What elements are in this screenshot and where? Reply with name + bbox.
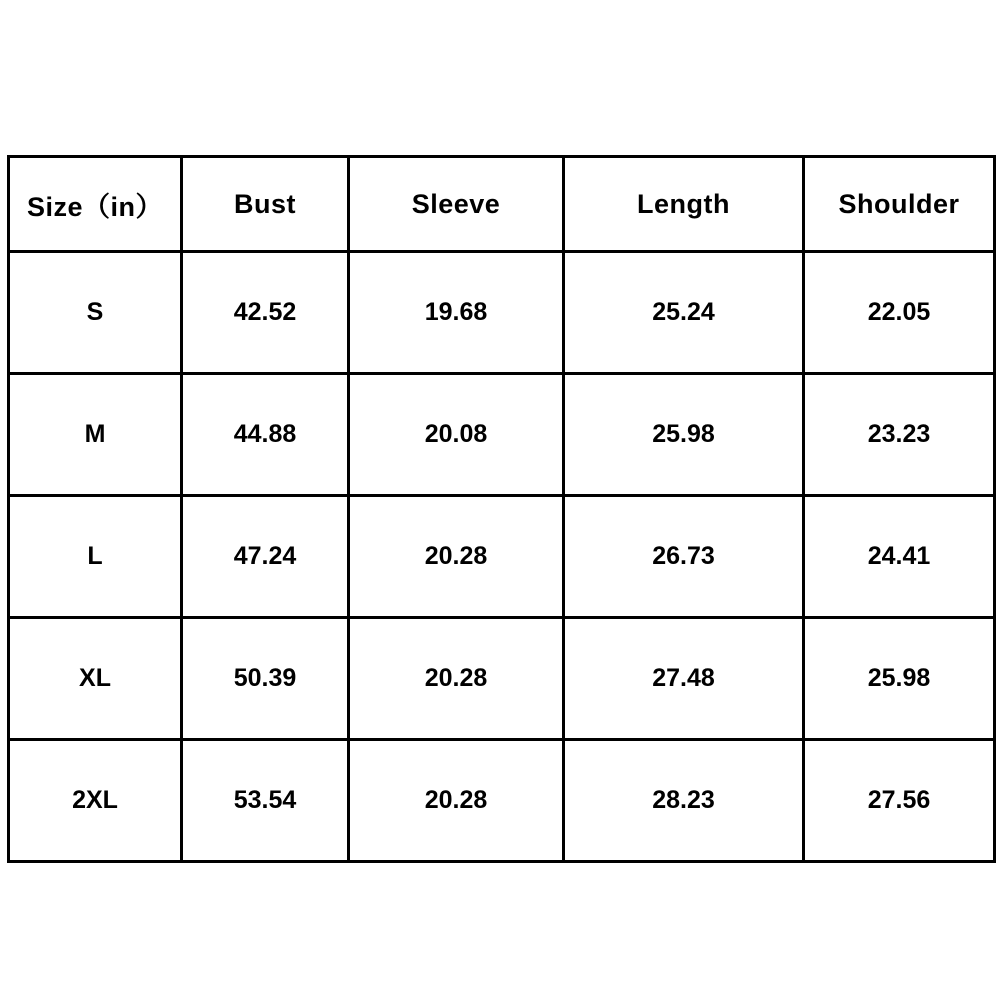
cell-bust: 42.52 (182, 252, 349, 374)
cell-bust: 53.54 (182, 740, 349, 862)
cell-length: 25.24 (564, 252, 804, 374)
column-header-length: Length (564, 157, 804, 252)
table-row (9, 496, 995, 618)
table-row (9, 740, 995, 862)
cell-sleeve: 20.28 (349, 740, 564, 862)
cell-size: L (9, 496, 182, 618)
table-header-row (9, 157, 995, 252)
cell-shoulder: 23.23 (804, 374, 995, 496)
cell-bust: 47.24 (182, 496, 349, 618)
cell-shoulder: 24.41 (804, 496, 995, 618)
size-chart-table (7, 155, 996, 863)
table-body (9, 252, 995, 862)
column-header-size: Size（in） (9, 157, 182, 252)
cell-bust: 50.39 (182, 618, 349, 740)
cell-shoulder: 22.05 (804, 252, 995, 374)
cell-length: 28.23 (564, 740, 804, 862)
table-row (9, 618, 995, 740)
cell-size: M (9, 374, 182, 496)
cell-shoulder: 27.56 (804, 740, 995, 862)
cell-sleeve: 19.68 (349, 252, 564, 374)
cell-shoulder: 25.98 (804, 618, 995, 740)
table-row (9, 374, 995, 496)
cell-sleeve: 20.28 (349, 618, 564, 740)
column-header-shoulder: Shoulder (804, 157, 995, 252)
cell-sleeve: 20.08 (349, 374, 564, 496)
cell-size: S (9, 252, 182, 374)
cell-length: 27.48 (564, 618, 804, 740)
cell-size: XL (9, 618, 182, 740)
cell-bust: 44.88 (182, 374, 349, 496)
column-header-bust: Bust (182, 157, 349, 252)
cell-length: 25.98 (564, 374, 804, 496)
column-header-sleeve: Sleeve (349, 157, 564, 252)
cell-size: 2XL (9, 740, 182, 862)
table-header (9, 157, 995, 252)
size-chart-container (7, 155, 993, 863)
cell-length: 26.73 (564, 496, 804, 618)
table-row (9, 252, 995, 374)
cell-sleeve: 20.28 (349, 496, 564, 618)
